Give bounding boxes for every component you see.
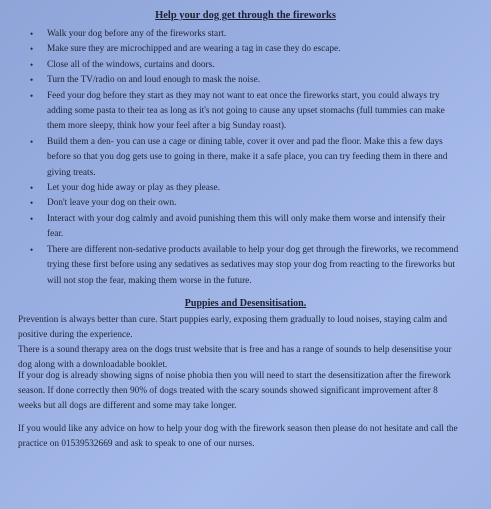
list-item — [0, 42, 491, 57]
bullet-icon: • — [30, 44, 34, 55]
list-item — [0, 135, 491, 181]
bullet-icon: • — [30, 75, 34, 86]
list-item — [0, 89, 491, 135]
bullet-icon: • — [30, 59, 34, 70]
tip-text: Feed your dog before they start as they may not want to eat once the fireworks start, you could always try adding some pasta to their tea as long as it's not going to cause any upset stomachs (full tummies can make them more sleepy, think how your feel after a big Sunday roast). — [47, 90, 445, 132]
prevention-paragraph: Prevention is always better than cure. Start puppies early, exposing them gradually to loud noises, staying calm and positive during the experience. — [18, 315, 448, 341]
tip-text: There are different non-sedative products available to help your dog get through the fireworks, we recommend trying these first before using any sedatives as sedatives may stop your dog from reacting to the fireworks but will not stop the fear, making them worse in the future. — [47, 244, 459, 286]
bullet-icon: • — [30, 244, 34, 255]
tips-list — [0, 27, 491, 289]
tip-text: Let your dog hide away or play as they please. — [47, 183, 220, 194]
list-item — [0, 58, 491, 73]
bullet-icon: • — [30, 29, 34, 39]
contact-paragraph: If you would like any advice on how to help your dog with the firework season then please do not hesitate and call the practice on 01539532669 and ask to speak to one of our nurses. — [18, 424, 458, 450]
bullet-icon: • — [30, 198, 34, 209]
tip-text: Walk your dog before any of the fireworks start. — [47, 29, 227, 39]
tip-text: Don't leave your dog on their own. — [47, 198, 177, 209]
tip-text: Build them a den- you can use a cage or dining table, cover it over and pad the floor. Make this a few days before so that you dog gets use to going in there, make it a safe place, you can try feeding them in there and giving treats. — [47, 136, 448, 178]
tip-text: Make sure they are microchipped and are wearing a tag in case they do escape. — [47, 44, 341, 55]
bullet-icon: • — [30, 213, 34, 224]
list-item — [0, 27, 491, 42]
list-item — [0, 212, 491, 243]
tip-text: Turn the TV/radio on and loud enough to mask the noise. — [47, 75, 261, 86]
list-item — [0, 196, 491, 211]
list-item — [0, 243, 491, 289]
list-item — [0, 181, 491, 196]
tip-text: Interact with your dog calmly and avoid punishing them this will only make them worse and intensify their fear. — [47, 213, 446, 240]
tip-text: Close all of the windows, curtains and doors. — [47, 59, 215, 70]
noise-phobia-paragraph: If your dog is already showing signs of noise phobia then you will need to start the desensitization after the firework season. If done correctly then 90% of dogs treated with the scary sounds showed significant improvement after 8 weeks but all dogs are different and some may take longer. — [18, 371, 451, 412]
bullet-icon: • — [30, 183, 34, 194]
list-item — [0, 73, 491, 88]
fireworks-heading: Help your dog get through the fireworks — [155, 10, 336, 21]
bullet-icon: • — [30, 136, 34, 147]
bullet-icon: • — [30, 90, 34, 101]
sound-therapy-paragraph: There is a sound therapy area on the dogs trust website that is free and has a range of sounds to help desensitise your dog along with a downloadable booklet. — [18, 345, 452, 371]
puppies-heading: Puppies and Desensitisation. — [184, 298, 307, 309]
